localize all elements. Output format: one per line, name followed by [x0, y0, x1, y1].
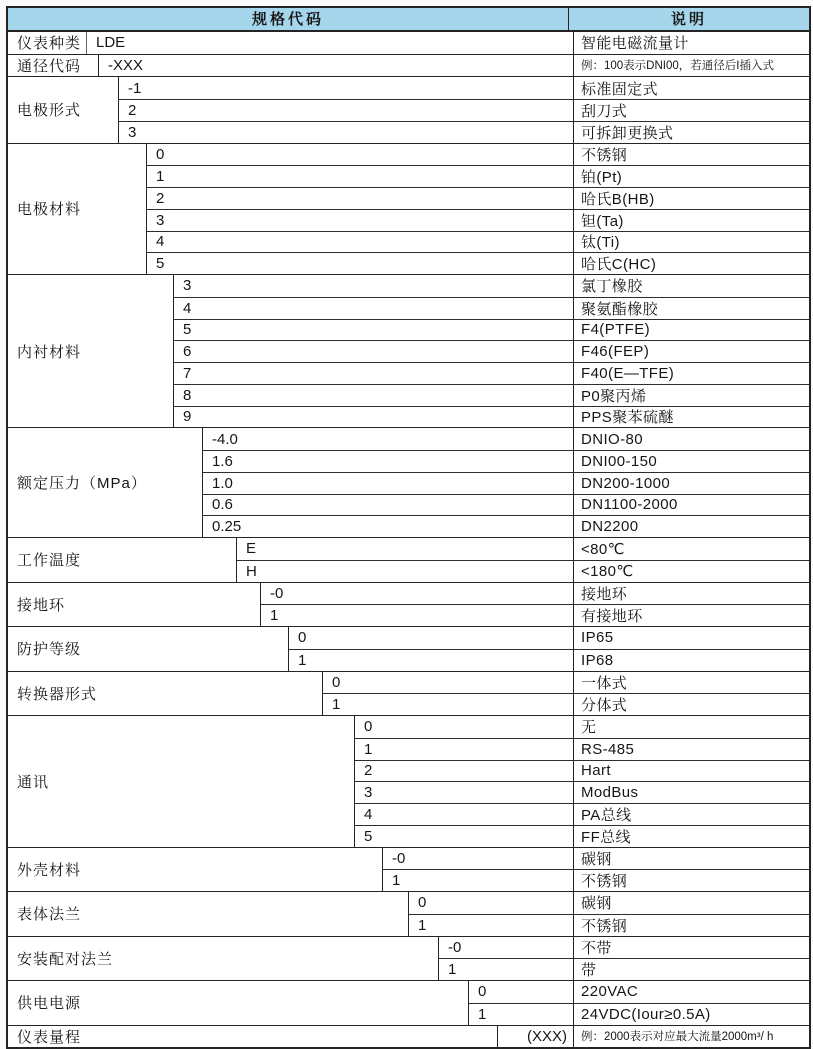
code-cell: 1 [418, 916, 427, 934]
section-label: 仪表量程 [17, 1028, 82, 1046]
desc-cell: 标准固定式 [573, 77, 809, 99]
code-cell: 5 [183, 321, 192, 339]
table-row [119, 121, 809, 143]
code-cell: 0 [298, 629, 307, 647]
table-row [203, 428, 809, 450]
desc-cell: 钛(Ti) [573, 232, 809, 253]
table-row [355, 781, 809, 803]
desc-cell: 接地环 [573, 583, 809, 605]
code-cell: 1 [478, 1005, 487, 1023]
code-cell: 1 [270, 607, 279, 625]
table-row [203, 494, 809, 516]
table-row [119, 99, 809, 121]
table-row [439, 937, 809, 959]
header-description: 说明 [568, 8, 809, 30]
spec-section-12 [8, 891, 809, 936]
section-options [497, 1026, 809, 1048]
table-row [469, 981, 809, 1003]
desc-cell: IP65 [573, 627, 809, 649]
table-header-row [8, 8, 809, 32]
section-options [146, 144, 809, 275]
code-cell: 6 [183, 343, 192, 361]
spec-section-7 [8, 582, 809, 627]
section-label: 电极形式 [17, 102, 82, 120]
code-cell: 2 [364, 762, 373, 780]
section-options [118, 77, 809, 142]
desc-cell: Hart [573, 761, 809, 782]
section-options [382, 848, 809, 892]
desc-cell: F40(E—TFE) [573, 363, 809, 384]
table-row [383, 848, 809, 870]
desc-cell: DN200-1000 [573, 473, 809, 494]
table-row [203, 472, 809, 494]
table-row [261, 604, 809, 626]
desc-cell: 刮刀式 [573, 100, 809, 121]
desc-cell: 无 [573, 716, 809, 738]
spec-section-2 [8, 76, 809, 142]
code-cell: -0 [448, 938, 462, 956]
table-row [174, 319, 809, 341]
code-cell: 0.25 [212, 518, 242, 536]
code-cell: 5 [364, 827, 373, 845]
table-row [261, 583, 809, 605]
section-label: 仪表种类 [17, 35, 82, 53]
table-row [289, 627, 809, 649]
desc-cell: 碳钢 [573, 892, 809, 914]
section-label: 额定压力（MPa） [17, 475, 147, 493]
desc-cell: F4(PTFE) [573, 320, 809, 341]
spec-code-table [6, 6, 811, 1049]
code-cell: 1 [298, 651, 307, 669]
table-row [203, 450, 809, 472]
spec-section-4 [8, 274, 809, 427]
code-cell: 0.6 [212, 496, 233, 514]
spec-section-8 [8, 626, 809, 671]
table-row [174, 340, 809, 362]
desc-cell: 氯丁橡胶 [573, 275, 809, 297]
table-row [174, 297, 809, 319]
desc-cell: 不锈钢 [573, 144, 809, 166]
desc-cell: <180℃ [573, 561, 809, 582]
code-cell: 7 [183, 364, 192, 382]
desc-cell: 哈氏C(HC) [573, 253, 809, 274]
desc-cell: PPS聚苯硫醚 [573, 407, 809, 428]
spec-section-11 [8, 847, 809, 892]
table-row [147, 252, 809, 274]
desc-cell: FF总线 [573, 826, 809, 847]
table-row [237, 560, 809, 582]
desc-cell: 例：100表示DNI00，若通径后I插入式 [573, 55, 809, 77]
table-row [237, 538, 809, 560]
section-options [322, 672, 809, 716]
section-options [236, 538, 809, 582]
section-label: 电极材料 [17, 201, 82, 219]
code-cell: -1 [128, 79, 142, 97]
desc-cell: DN1100-2000 [573, 495, 809, 516]
spec-section-0 [8, 32, 809, 54]
section-label: 通讯 [17, 773, 50, 791]
code-cell: 3 [183, 277, 192, 295]
table-row [409, 914, 809, 936]
code-cell: 0 [364, 718, 373, 736]
section-options [468, 981, 809, 1025]
code-cell: H [246, 562, 257, 580]
desc-cell: 有接地环 [573, 605, 809, 626]
desc-cell: 碳钢 [573, 848, 809, 870]
code-cell: 1.6 [212, 452, 233, 470]
header-spec-code: 规格代码 [251, 11, 324, 29]
code-cell: (XXX) [526, 1027, 567, 1045]
table-row [289, 649, 809, 671]
section-label: 转换器形式 [17, 685, 98, 703]
section-label: 安装配对法兰 [17, 950, 114, 968]
code-cell: 0 [332, 673, 341, 691]
section-options [288, 627, 809, 671]
code-cell: 3 [364, 784, 373, 802]
desc-cell: IP68 [573, 650, 809, 671]
code-cell: 2 [156, 189, 165, 207]
table-row [147, 231, 809, 253]
spec-section-10 [8, 715, 809, 847]
desc-cell: 钽(Ta) [573, 210, 809, 231]
desc-cell: 不锈钢 [573, 870, 809, 891]
section-label: 接地环 [17, 596, 66, 614]
desc-cell: P0聚丙烯 [573, 385, 809, 406]
table-row [147, 209, 809, 231]
desc-cell: 分体式 [573, 694, 809, 715]
table-row [147, 165, 809, 187]
desc-cell: 智能电磁流量计 [573, 32, 809, 54]
desc-cell: DNIO-80 [573, 428, 809, 450]
section-options [98, 55, 809, 77]
table-row [203, 515, 809, 537]
desc-cell: 聚氨酯橡胶 [573, 298, 809, 319]
code-cell: 1 [364, 740, 373, 758]
desc-cell: RS-485 [573, 739, 809, 760]
table-row [355, 825, 809, 847]
section-options [354, 716, 809, 847]
table-row [355, 760, 809, 782]
code-cell: 0 [478, 983, 487, 1001]
code-cell: 0 [156, 145, 165, 163]
table-row [174, 275, 809, 297]
table-row [147, 144, 809, 166]
desc-cell: DNI00-150 [573, 451, 809, 472]
spec-section-5 [8, 427, 809, 537]
desc-cell: <80℃ [573, 538, 809, 560]
table-row [469, 1003, 809, 1025]
section-label: 表体法兰 [17, 906, 82, 924]
code-cell: 8 [183, 386, 192, 404]
spec-section-6 [8, 537, 809, 582]
table-row [174, 384, 809, 406]
desc-cell: 哈氏B(HB) [573, 188, 809, 209]
table-row [119, 77, 809, 99]
table-row [323, 693, 809, 715]
code-cell: 3 [128, 123, 137, 141]
code-cell: -4.0 [212, 430, 238, 448]
code-cell: -XXX [108, 56, 144, 74]
code-cell: 1.0 [212, 474, 233, 492]
code-cell: 4 [183, 299, 192, 317]
spec-section-3 [8, 143, 809, 275]
section-options [202, 428, 809, 537]
spec-section-13 [8, 936, 809, 981]
table-body [8, 32, 809, 1048]
section-label: 防护等级 [17, 641, 82, 659]
table-row [147, 187, 809, 209]
code-cell: 1 [392, 872, 401, 890]
table-row [87, 32, 809, 54]
desc-cell: F46(FEP) [573, 341, 809, 362]
spec-section-14 [8, 980, 809, 1025]
code-cell: 3 [156, 211, 165, 229]
code-cell: -0 [392, 849, 406, 867]
spec-section-15 [8, 1025, 809, 1048]
table-row [174, 362, 809, 384]
code-cell: 5 [156, 255, 165, 273]
code-cell: -0 [270, 584, 284, 602]
section-options [173, 275, 809, 427]
table-row [323, 672, 809, 694]
desc-cell: 可拆卸更换式 [573, 122, 809, 143]
section-options [260, 583, 809, 627]
desc-cell: 带 [573, 959, 809, 980]
code-cell: 1 [156, 168, 165, 186]
code-cell: 1 [332, 696, 341, 714]
code-cell: LDE [96, 34, 126, 52]
desc-cell: 24VDC(Iour≥0.5A) [573, 1004, 809, 1025]
section-label: 通径代码 [17, 57, 82, 75]
table-row [355, 738, 809, 760]
code-cell: 1 [448, 961, 457, 979]
desc-cell: 铂(Pt) [573, 166, 809, 187]
code-cell: 4 [364, 805, 373, 823]
desc-cell: 例：2000表示对应最大流量2000m³/ h [573, 1026, 809, 1048]
section-options [86, 32, 809, 54]
table-row [439, 958, 809, 980]
section-label: 供电电源 [17, 995, 82, 1013]
desc-cell: 不带 [573, 937, 809, 959]
code-cell: 9 [183, 408, 192, 426]
section-label: 外壳材料 [17, 861, 82, 879]
desc-cell: DN2200 [573, 516, 809, 537]
table-row [174, 406, 809, 428]
desc-cell: 一体式 [573, 672, 809, 694]
table-row [409, 892, 809, 914]
section-options [408, 892, 809, 936]
table-row [99, 55, 809, 77]
table-row [355, 716, 809, 738]
desc-cell: 不锈钢 [573, 915, 809, 936]
section-label: 内衬材料 [17, 343, 82, 361]
table-row [355, 803, 809, 825]
desc-cell: ModBus [573, 782, 809, 803]
code-cell: 0 [418, 894, 427, 912]
table-row [498, 1026, 809, 1048]
table-row [383, 869, 809, 891]
desc-cell: PA总线 [573, 804, 809, 825]
section-options [438, 937, 809, 981]
code-cell: 2 [128, 101, 137, 119]
spec-section-1 [8, 54, 809, 77]
section-label: 工作温度 [17, 552, 82, 570]
code-cell: 4 [156, 233, 165, 251]
desc-cell: 220VAC [573, 981, 809, 1003]
code-cell: E [246, 540, 257, 558]
spec-section-9 [8, 671, 809, 716]
